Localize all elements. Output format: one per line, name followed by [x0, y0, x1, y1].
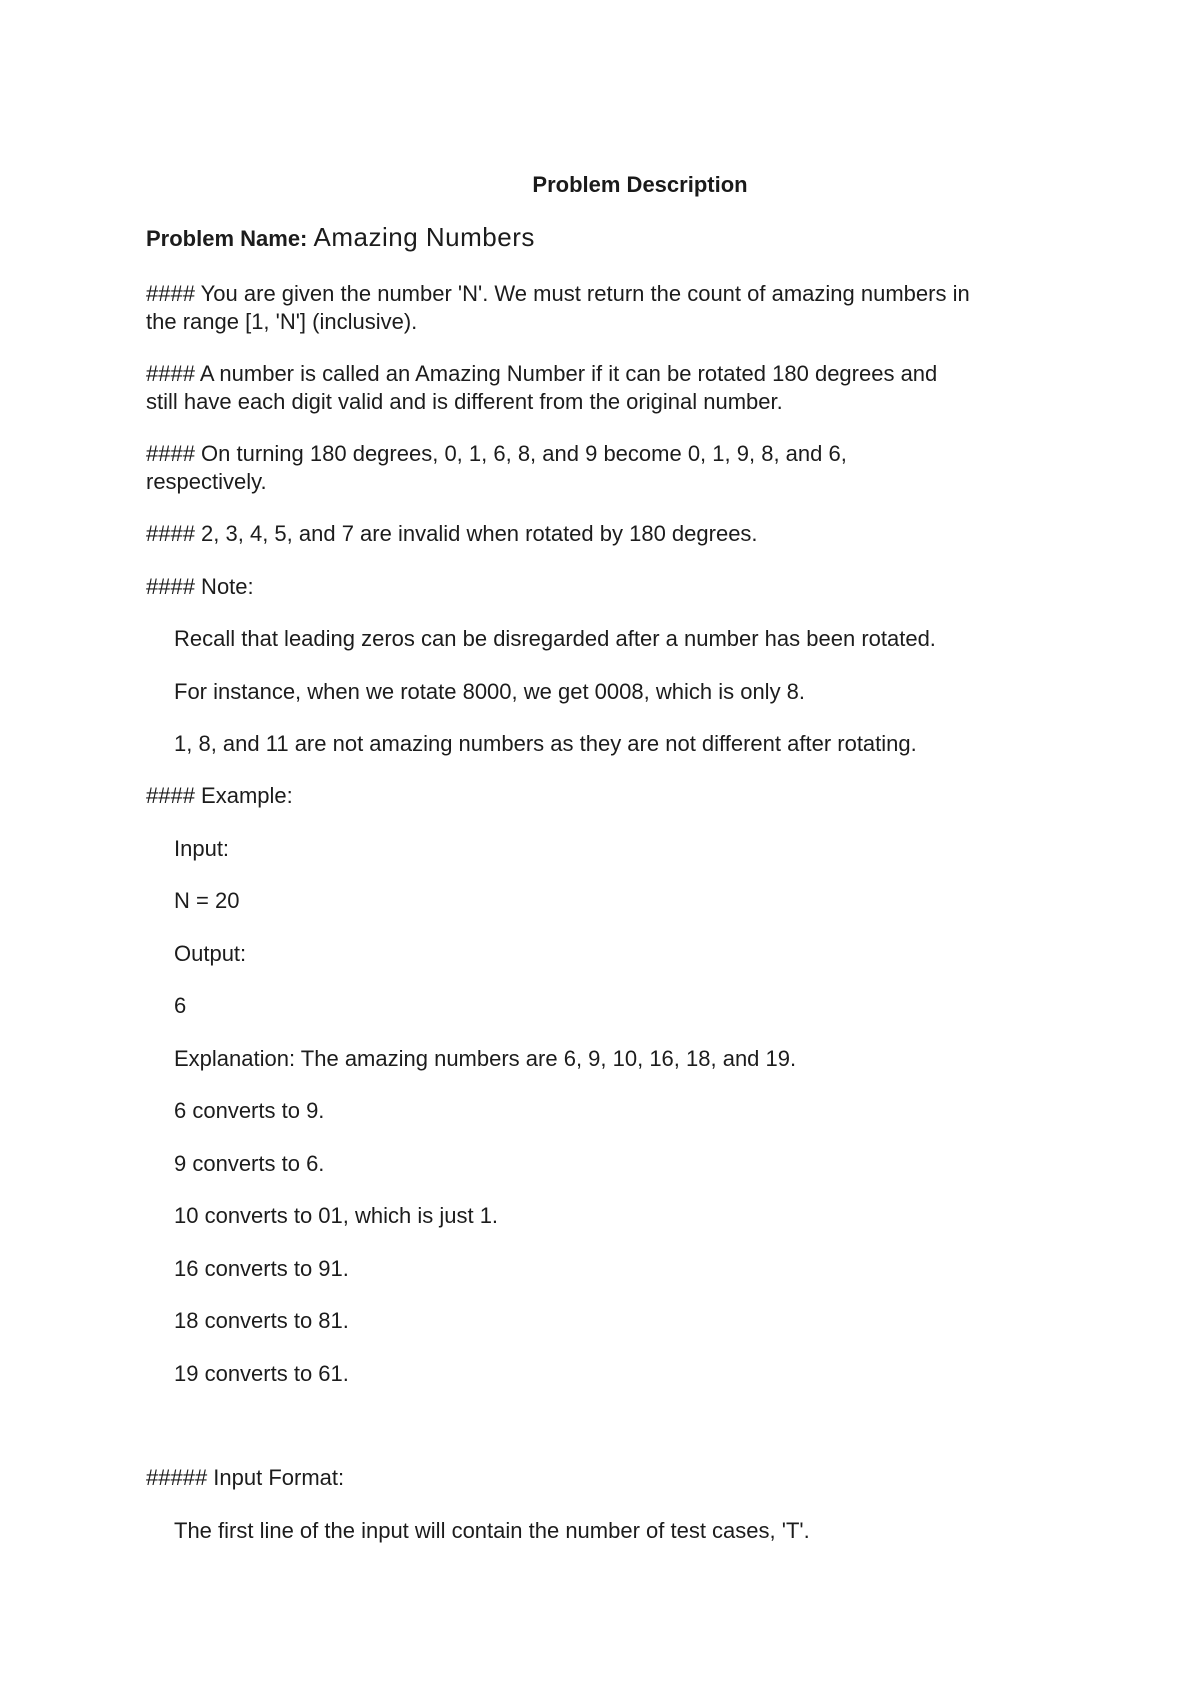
paragraph-3-line-1: #### On turning 180 degrees, 0, 1, 6, 8, and 9 become 0, 1, 9, 8, and 6, [146, 441, 847, 466]
page-title: Problem Description [532, 172, 748, 197]
example-line: N = 20 [174, 888, 240, 913]
example-line: 6 converts to 9. [174, 1098, 325, 1123]
example-heading: #### Example: [146, 783, 293, 808]
paragraph-2-line-2: still have each digit valid and is different from the original number. [146, 389, 783, 414]
example-line: Explanation: The amazing numbers are 6, 9, 10, 16, 18, and 19. [174, 1046, 797, 1071]
input-format-heading: ##### Input Format: [146, 1465, 345, 1490]
input-format-line: The first line of the input will contain the number of test cases, 'T'. [174, 1518, 810, 1543]
note-heading: #### Note: [146, 574, 254, 599]
example-line: 19 converts to 61. [174, 1361, 349, 1386]
example-line: 18 converts to 81. [174, 1308, 349, 1333]
paragraph-2-line-1: #### A number is called an Amazing Number if it can be rotated 180 degrees and [146, 361, 938, 386]
paragraph-1-line-2: the range [1, 'N'] (inclusive). [146, 309, 418, 334]
problem-name-label: Problem Name: [146, 226, 308, 251]
note-line: For instance, when we rotate 8000, we get 0008, which is only 8. [174, 679, 806, 704]
example-line: 16 converts to 91. [174, 1256, 349, 1281]
problem-name-value: Amazing Numbers [313, 222, 535, 252]
example-line: 9 converts to 6. [174, 1151, 325, 1176]
example-line: 6 [174, 993, 187, 1018]
paragraph-3-line-2: respectively. [146, 469, 267, 494]
example-line: 10 converts to 01, which is just 1. [174, 1203, 499, 1228]
problem-name-line [146, 223, 535, 253]
note-line: 1, 8, and 11 are not amazing numbers as they are not different after rotating. [174, 731, 917, 756]
paragraph-1-line-1: #### You are given the number 'N'. We must return the count of amazing numbers in [146, 281, 970, 306]
note-line: Recall that leading zeros can be disregarded after a number has been rotated. [174, 626, 936, 651]
paragraph-4: #### 2, 3, 4, 5, and 7 are invalid when rotated by 180 degrees. [146, 521, 758, 546]
example-line: Output: [174, 941, 247, 966]
example-line: Input: [174, 836, 230, 861]
